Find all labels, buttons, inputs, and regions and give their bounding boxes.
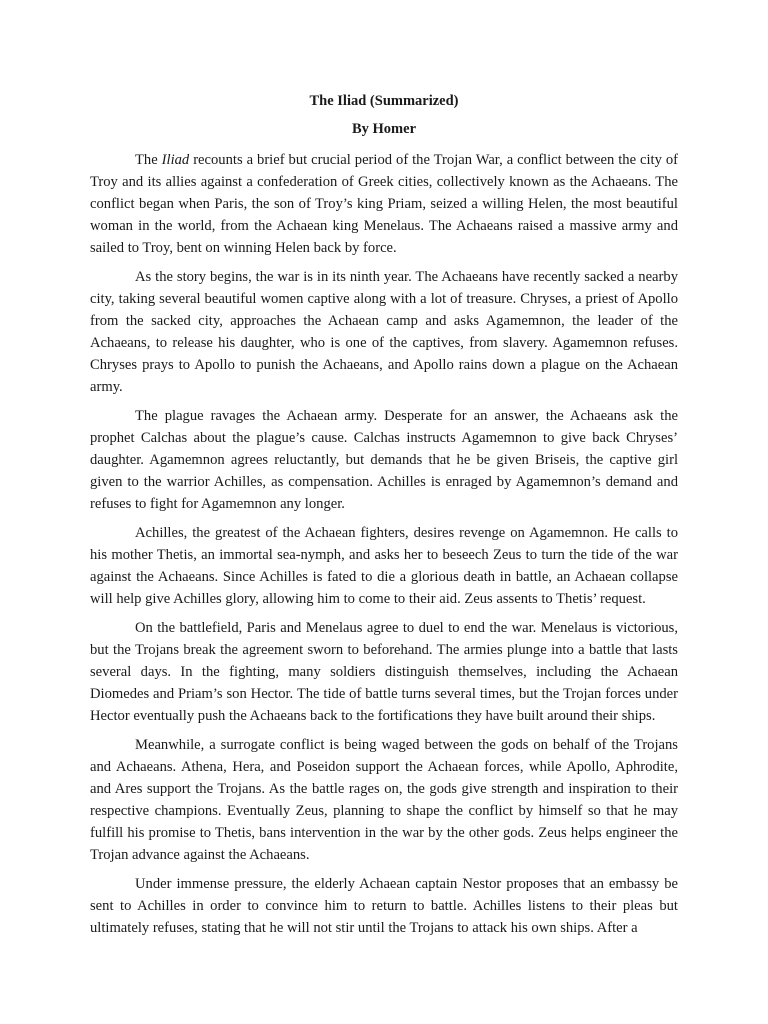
paragraph-7 [90,874,678,940]
paragraph-3-text: The plague ravages the Achaean army. Desperate for an answer, the Achaeans ask the prophet Calchas about the plague’s cause. Calchas instructs Agamemnon to give back Chryses’ daughter. Agamemnon agrees reluctantly, but demands that he be given Briseis, the captive girl given to the warrior Achilles, as compensation. Achilles is enraged by Agamemnon’s demand and refuses to fight for Agamemnon any longer. [90,407,678,512]
paragraph-3 [90,406,678,516]
paragraph-1 [90,150,678,260]
paragraph-2 [90,267,678,398]
paragraph-5 [90,618,678,728]
paragraph-6-text: Meanwhile, a surrogate conflict is being waged between the gods on behalf of the Trojans and Achaeans. Athena, Hera, and Poseidon support the Achaean forces, while Apollo, Aphrodite, and Ares support the Trojans. As the battle rages on, the gods give strength and inspiration to their respective champions. Eventually Zeus, planning to shape the conflict by himself so that he may fulfill his promise to Thetis, bans intervention in the war by the other gods. Zeus helps engineer the Trojan advance against the Achaeans. [90,737,678,863]
paragraph-7-text: Under immense pressure, the elderly Achaean captain Nestor proposes that an embassy be sent to Achilles in order to convince him to return to battle. Achilles listens to their pleas but ultimately refuses, stating that he will not stir until the Trojans to attack his own ships. After a [90,876,678,936]
document-author: By Homer [351,121,417,137]
paragraph-4 [90,523,678,611]
document-title: The Iliad (Summarized) [309,93,459,109]
paragraph-6 [90,735,678,866]
paragraph-1-text: recounts a brief but crucial period of the Trojan War, a conflict between the city of Troy and its allies against a confederation of Greek cities, collectively known as the Achaeans. The conflict began when Paris, the son of Troy’s king Priam, seized a willing Helen, the most beautiful woman in the world, from the Achaean king Menelaus. The Achaeans raised a massive army and sailed to Troy, bent on winning Helen back by force. [90,152,679,256]
paragraph-1-italic: Iliad [161,152,190,168]
paragraph-4-text: Achilles, the greatest of the Achaean fighters, desires revenge on Agamemnon. He calls to his mother Thetis, an immortal sea-nymph, and asks her to beseech Zeus to turn the tide of the war against the Achaeans. Since Achilles is fated to die a glorious death in battle, an Achaean collapse will help give Achilles glory, allowing him to come to their aid. Zeus assents to Thetis’ request. [90,525,678,607]
document-page [90,92,678,947]
paragraph-5-text: On the battlefield, Paris and Menelaus agree to duel to end the war. Menelaus is victorious, but the Trojans break the agreement sworn to beforehand. The armies plunge into a battle that lasts several days. In the fighting, many soldiers distinguish themselves, including the Achaean Diomedes and Priam’s son Hector. The tide of battle turns several times, but the Trojan forces under Hector eventually push the Achaeans back to the fortifications they have built around their ships. [90,620,678,724]
paragraph-1-lead: The [135,152,162,168]
paragraph-2-text: As the story begins, the war is in its ninth year. The Achaeans have recently sacked a nearby city, taking several beautiful women captive along with a lot of treasure. Chryses, a priest of Apollo from the sacked city, approaches the Achaean camp and asks Agamemnon, the leader of the Achaeans, to release his daughter, who is one of the captives, from slavery. Agamemnon refuses. Chryses prays to Apollo to punish the Achaeans, and Apollo rains down a plague on the Achaean army. [90,269,678,395]
